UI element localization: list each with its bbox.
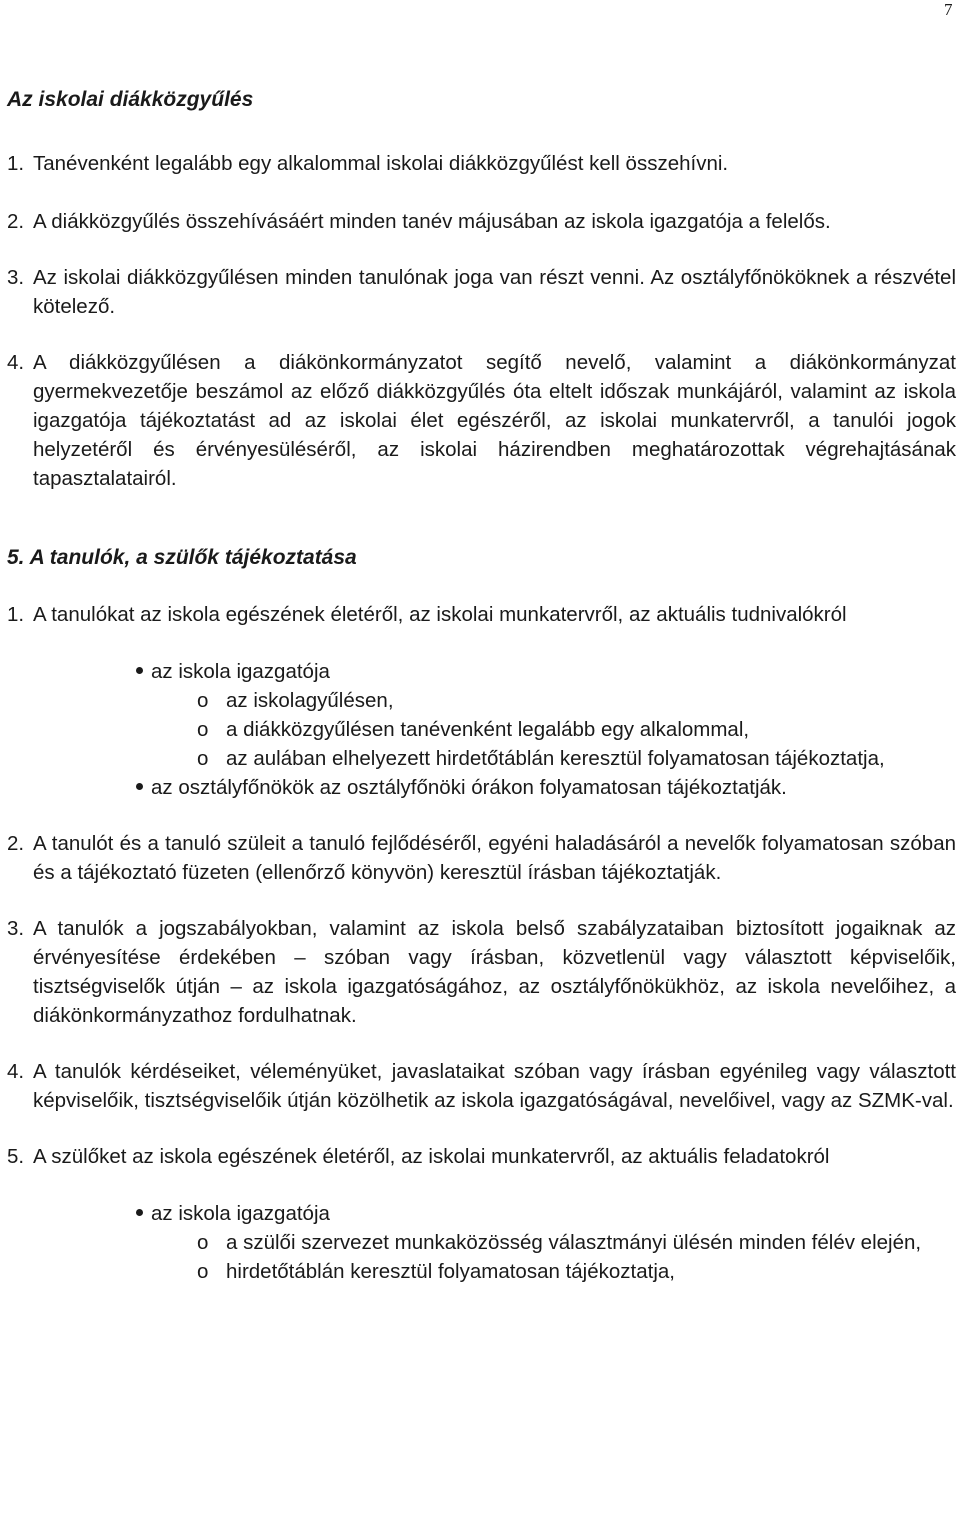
numbered-item [7,207,956,236]
item-number: 4. [7,351,25,374]
item-number: 5. [7,1145,25,1168]
item-number: 2. [7,210,25,233]
bullet-list [7,1199,956,1286]
bullet-text: az osztályfőnökök az osztályfőnöki órákon folyamatosan tájékoztatják. [151,776,787,799]
item-number: 2. [7,832,25,855]
item-number: 3. [7,917,25,940]
circle-bullet-icon: o [197,1260,209,1283]
numbered-item [7,348,956,493]
item-text: A diákközgyűlés összehívásáért minden tanév májusában az iskola igazgatója a felelős. [33,210,831,233]
list-item [7,773,956,802]
item-text: A tanulót és a tanuló szüleit a tanuló fejlődéséről, egyéni haladásáról a nevelők folyamatosan szóban és a tájékoztató füzeten (ellenőrző könyvön) keresztül írásban tájékoztatják. [33,832,956,884]
sub-list-item [7,1228,956,1257]
numbered-item [7,1142,956,1171]
document-body [7,85,956,1286]
numbered-item [7,829,956,887]
item-text: A tanulókat az iskola egészének életéről, az iskolai munkatervről, az aktuális tudnivalókról [33,603,847,626]
item-number: 3. [7,266,25,289]
bullet-text: az iskola igazgatója [151,1202,330,1225]
circle-bullet-icon: o [197,689,209,712]
sub-item-text: hirdetőtáblán keresztül folyamatosan tájékoztatja, [226,1260,675,1283]
numbered-item [7,914,956,1030]
item-text: Tanévenként legalább egy alkalommal iskolai diákközgyűlést kell összehívni. [33,152,729,175]
item-number: 1. [7,152,25,175]
item-number: 4. [7,1060,25,1083]
bullet-text: az iskola igazgatója [151,660,330,683]
page-number: 7 [944,0,953,19]
circle-bullet-icon: o [197,747,209,770]
circle-bullet-icon: o [197,718,209,741]
item-text: A tanulók kérdéseiket, véleményüket, javaslataikat szóban vagy írásban egyénileg vagy választott képviselőik, tisztségviselőik útján közölhetik az iskola igazgatóságával, nevelőivel, vagy az SZMK-val. [33,1060,956,1112]
bullet-list [7,657,956,802]
circle-bullet-icon: o [197,1231,209,1254]
item-number: 1. [7,603,25,626]
numbered-item [7,263,956,321]
item-text: A diákközgyűlésen a diákönkormányzatot segítő nevelő, valamint a diákönkormányzat gyermekvezetője beszámol az előző diákközgyűlés óta eltelt időszak munkájáról, valamint az iskola igazgatója tájékoztatást ad az iskolai élet egészéről, az iskolai munkatervről, a tanulói jogok helyzetéről és érvényesüléséről, az iskolai házirendben meghatározottak végrehajtásának tapasztalatairól. [33,351,956,490]
sub-list-item [7,715,956,744]
list-item [7,657,956,686]
section-title: Az iskolai diákközgyűlés [7,88,254,111]
sub-list-item [7,1257,956,1286]
sub-item-text: az iskolagyűlésen, [226,689,394,712]
sub-list-item [7,686,956,715]
bullet-icon [7,1199,151,1228]
numbered-item [7,600,956,629]
item-text: A tanulók a jogszabályokban, valamint az iskola belső szabályzataiban biztosított jogaiknak az érvényesítése érdekében – szóban vagy írásban, közvetlenül vagy választott képviselőik, tisztségviselők útján – az iskola igazgatóságához, az osztályfőnökükhöz, az iskola nevelőihez, a diákönkormányzathoz fordulhatnak. [33,917,956,1027]
numbered-item [7,1057,956,1115]
list-item [7,1199,956,1228]
sub-item-text: a szülői szervezet munkaközösség választmányi ülésén minden félév elején, [226,1231,922,1254]
item-text: A szülőket az iskola egészének életéről, az iskolai munkatervről, az aktuális feladatokról [33,1145,830,1168]
bullet-icon [7,657,151,686]
bullet-icon [7,773,151,802]
numbered-item [7,149,956,178]
sub-item-text: a diákközgyűlésen tanévenként legalább egy alkalommal, [226,718,750,741]
sub-list-item [7,744,956,773]
sub-item-text: az aulában elhelyezett hirdetőtáblán keresztül folyamatosan tájékoztatja, [226,747,885,770]
section-heading: 5. A tanulók, a szülők tájékoztatása [7,546,357,569]
item-text: Az iskolai diákközgyűlésen minden tanulónak joga van részt venni. Az osztályfőnököknek a részvétel kötelező. [33,266,956,318]
